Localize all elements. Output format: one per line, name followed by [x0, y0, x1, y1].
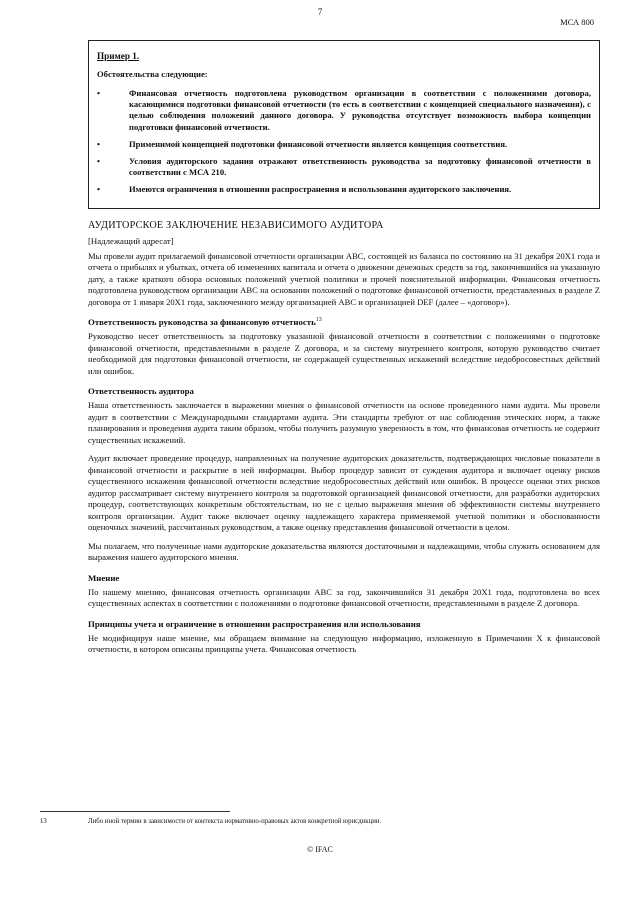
footnote-mark: 13	[40, 818, 47, 825]
example-box	[88, 40, 600, 209]
page-number: 7	[317, 7, 323, 17]
opinion-heading: Мнение	[88, 572, 120, 583]
basis-paragraph: Не модифицируя наше мнение, мы обращаем внимание на следующую информацию, изложенную в Примечании Х к финансовой отчетности, в котором описаны принципы учета. Финансовая отчетность	[88, 632, 600, 655]
intro-paragraph: Мы провели аудит прилагаемой финансовой отчетности организации АВС, состоящей из баланса по состоянию на 31 декабря 20Х1 года и отчета о прибылях и убытках, отчета об изменениях капитала и отчета о движении денежных средств за год, закончившийся на указанную дату, а также краткого обзора основных положений учетной политики и прочей пояснительной информации. Финансовая отчетность подготовлена руководством организации АВС на основании положений о подготовке финансовой отчетности, представленных в разделе Z договора от 1 января 20Х1 года, заключенного между организацией АВС и организацией DEF (далее – «договор»).	[88, 250, 600, 307]
list-item	[97, 139, 591, 150]
list-item	[97, 156, 591, 178]
footnote-ref: 13	[315, 317, 322, 324]
footnote-text: Либо иной термин в зависимости от контекста нормативно-правовых актов конкретной юрисдикции.	[88, 818, 382, 825]
page-content	[88, 40, 600, 663]
list-item	[97, 184, 591, 195]
copyright: © IFAC	[307, 845, 333, 854]
example-title: Пример 1.	[97, 51, 140, 61]
list-item	[97, 88, 591, 133]
footnote	[40, 818, 580, 825]
bullet-icon: •	[97, 184, 101, 195]
auditor-paragraph-1: Наша ответственность заключается в выражении мнения о финансовой отчетности на основе проведенного нами аудита. Мы провели аудит в соответствии с Международными стандартами аудита. Эти стандарты требуют от нас соблюдения этических норм, а также планирования и проведения аудита таким образом, чтобы получить разумную уверенность в том, что финансовая отчетность не содержит существенных искажений.	[88, 400, 600, 445]
list-item-text: Применимой концепцией подготовки финансовой отчетности является концепция соответствия.	[129, 138, 508, 149]
management-heading	[88, 317, 600, 327]
list-item-text: Условия аудиторского задания отражают ответственность руководства за подготовку финансовой отчетности в соответствии с МСА 210.	[129, 155, 591, 178]
basis-heading: Принципы учета и ограничение в отношении распространения или использования	[88, 618, 421, 629]
list-item-text: Имеются ограничения в отношении распространения и использования аудиторского заключения.	[129, 184, 512, 195]
bullet-icon: •	[97, 138, 101, 149]
bullet-icon: •	[97, 155, 101, 166]
footnote-divider	[40, 811, 230, 812]
example-subtitle: Обстоятельства следующие:	[97, 68, 208, 79]
bullet-icon: •	[97, 88, 101, 99]
management-heading-text: Ответственность руководства за финансовую отчетность	[88, 317, 316, 328]
report-title: АУДИТОРСКОЕ ЗАКЛЮЧЕНИЕ НЕЗАВИСИМОГО АУДИТОРА	[88, 219, 384, 231]
auditor-heading: Ответственность аудитора	[88, 386, 194, 397]
auditor-paragraph-3: Мы полагаем, что полученные нами аудиторские доказательства являются достаточными и надлежащими, чтобы служить основанием для выражения нашего аудиторского мнения.	[88, 540, 600, 563]
management-paragraph: Руководство несет ответственность за подготовку указанной финансовой отчетности в соответствии с положениями о подготовке финансовой отчетности, представленными в разделе Z договора, и за систему внутреннего контроля, которую руководство считает необходимой для подготовки финансовой отчетности, не содержащей существенных искажений вследствие недобросовестных действий или ошибок.	[88, 331, 600, 376]
opinion-paragraph: По нашему мнению, финансовая отчетность организации АВС за год, закончившийся 31 декабря 20Х1 года, подготовлена во всех существенных аспектах в соответствии с положениями о подготовке финансовой отчетности, представленными в разделе Z договора.	[88, 586, 600, 609]
circumstances-list	[97, 88, 591, 195]
auditor-paragraph-2: Аудит включает проведение процедур, направленных на получение аудиторских доказательств, подтверждающих числовые показатели в финансовой отчетности и раскрытие в ней информации. Выбор процедур зависит от суждения аудитора и включает оценку рисков существенного искажения финансовой отчетности вследствие недобросовестных действий или ошибок. В процессе оценки этих рисков аудитор рассматривает систему внутреннего контроля за подготовкой организацией финансовой отчетности, для разработки аудиторских процедур, соответствующих конкретным обстоятельствам, но не с целью выражения мнения об эффективности системы внутреннего контроля организации. Аудит также включает оценку надлежащего характера применяемой учетной политики и обоснованности оценочных значений, рассчитанных руководством, а также оценку представления финансовой отчетности в целом.	[88, 453, 600, 533]
addressee: [Надлежащий адресат]	[88, 235, 174, 246]
document-code: МСА 800	[560, 17, 594, 27]
list-item-text: Финансовая отчетность подготовлена руководством организации в соответствии с положениями договора, касающимися подготовки финансовой отчетности (то есть в соответствии с концепцией специального назначения), с целью соблюдения положений данного договора. У руководства отсутствует возможность выбора концепции подготовки финансовой отчетности.	[129, 88, 591, 132]
